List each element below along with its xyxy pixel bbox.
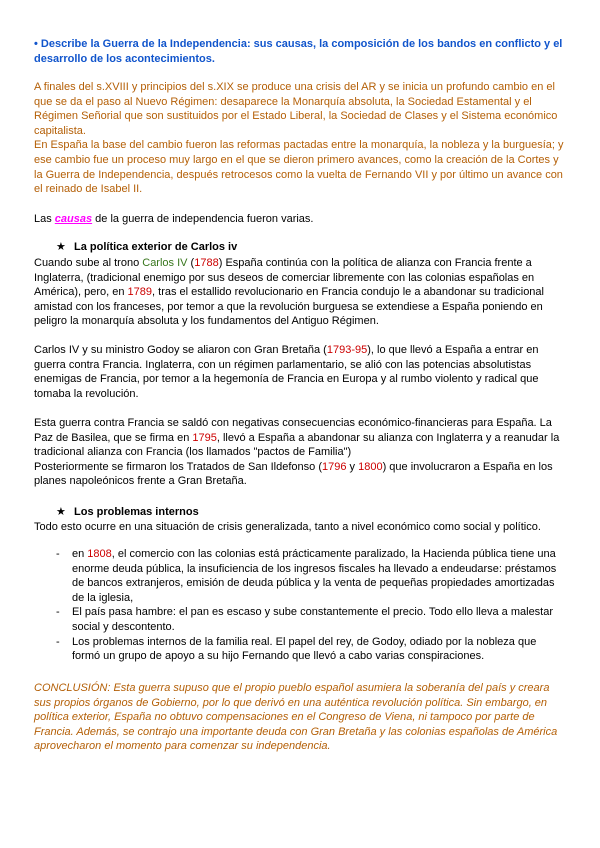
year: 1808: [87, 548, 112, 560]
text: El país pasa hambre: el pan es escaso y sube constantemente el precio. Todo ello lleva a malestar social y descontento.: [72, 606, 554, 633]
king-name: Carlos IV: [142, 257, 188, 269]
list-item: [56, 547, 566, 605]
text: ) España continúa con la política de alianza con Francia frente a Inglaterra, (tradicional enemigo por sus deseos de comerciar libremente con las colonias españolas en América), pero, en: [34, 257, 535, 299]
year: 1788: [194, 257, 219, 269]
section-title: Los problemas internos: [74, 506, 199, 518]
dash-bullet: -: [56, 635, 60, 648]
question-text: Describe la Guerra de la Independencia: sus causas, la composición de los bandos en conflicto y el desarrollo de los acontecimientos.: [34, 38, 563, 65]
text: Los problemas internos de la familia real. El papel del rey, de Godoy, odiado por la nobleza que formó un grupo de apoyo a su hijo Fernando que llevó a cabo varias conspiraciones.: [72, 635, 537, 663]
section-heading-internal-problems: [56, 505, 199, 520]
text: en: [72, 548, 88, 560]
text: , el comercio con las colonias está prácticamente paralizado, la Hacienda pública tiene una enorme deuda pública, la insuficiencia de los ingresos fiscales ha llevado a endeudarse: préstamos de bancos extranjeros, emisión de deuda pública y la venta de pequeñas propiedades amortizadas de la iglesia,: [72, 548, 557, 604]
year: 1800: [358, 460, 383, 473]
star-icon: ★: [56, 241, 66, 253]
text: (: [187, 257, 195, 269]
text: Esta guerra contra Francia se saldó con negativas consecuencias económico-financieras para España. La Paz de Basilea, que se firma en: [34, 417, 552, 444]
intro-section: [34, 80, 566, 197]
bullet: •: [34, 38, 38, 50]
problems-list: [56, 547, 566, 664]
paragraph-godoy-alliance: [34, 343, 566, 401]
section-heading-foreign-policy: [56, 240, 237, 255]
text: ), lo que llevó a España a entrar en guerra contra Francia. Inglaterra, con un régimen parlamentario, se alió con las potencias absolutistas enemigas de Francia, por temor a la hegemonía de Francia en Europa y al rumbo violento y radical que tomaba la revolución.: [34, 344, 539, 400]
causas-link[interactable]: causas: [54, 213, 93, 225]
year: 1795: [192, 431, 217, 444]
star-icon: ★: [56, 506, 66, 518]
paragraph-carlos-iv: [34, 256, 566, 329]
year: 1796: [321, 460, 347, 473]
intro-paragraph-2: En España la base del cambio fueron las reformas pactadas entre la monarquía, la nobleza y la burguesía; y ese cambio fue un proceso muy largo en el que se dieron primero avances, como la creación de la Cortes y la Guerra de Independencia, después retrocesos como la vuelta de Fernando VII y por último un avance con el reinado de Isabel II.: [34, 139, 564, 196]
conclusion-paragraph: CONCLUSIÓN: Esta guerra supuso que el propio pueblo español asumiera la soberanía del país y creara sus propios órganos de Gobierno, por lo que derivó en una auténtica revolución política. Sin embargo, en política exterior, España no obtuvo compensaciones en el Congreso de Viena, ni tampoco por parte de Francia. Además, se contrajo una importante deuda con Gran Bretaña y las colonias españolas de América aprovecharon el momento para comenzar su independencia.: [34, 682, 558, 753]
list-item: [56, 605, 566, 634]
year: 1789: [127, 286, 153, 299]
question-heading: [34, 37, 566, 67]
causes-line-after: de la guerra de independencia fueron varias.: [92, 213, 314, 225]
text: Cuando sube al trono: [34, 257, 143, 269]
text: , tras el estallido revolucionario en Francia condujo le a abandonar su tradicional amistad con los franceses, por temor a que la revolución burguesa se extendiese a España poniendo en peligro la monarquía absoluta y los fundamentos del Antiguo Régimen.: [34, 286, 544, 328]
causes-line-before: Las: [34, 213, 55, 225]
section-title: La política exterior de Carlos iv: [74, 241, 238, 253]
text: , llevó a España a abandonar su alianza con Inglaterra y a reanudar la tradicional alianza con Francia (los llamados "pactos de Familia"): [34, 431, 560, 459]
paragraph-war-consequences: [34, 416, 566, 489]
text: Posteriormente se firmaron los Tratados de San Ildefonso (: [34, 460, 322, 473]
text: Carlos IV y su ministro Godoy se aliaron con Gran Bretaña (: [34, 344, 327, 356]
intro-paragraph-1: A finales del s.XVIII y principios del s.XIX se produce una crisis del AR y se inicia un profundo cambio en el que se da el paso al Nuevo Régimen: desaparece la Monarquía absoluta, la Sociedad Estamental y el Régimen Señorial que son sustituidos por el Estado Liberal, la Sociedad de Clases y el Sistema económico capitalista.: [34, 81, 558, 137]
list-item: [56, 635, 566, 664]
text: ) que involucraron a España en los planes napoleónicos frente a Gran Bretaña.: [34, 460, 553, 488]
year-range: 1793-95: [326, 344, 368, 356]
dash-bullet: -: [56, 548, 60, 560]
text: y: [346, 460, 359, 473]
dash-bullet: -: [56, 606, 60, 619]
causes-line: [34, 212, 566, 227]
paragraph-crisis-intro: Todo esto ocurre en una situación de crisis generalizada, tanto a nivel económico como social y político.: [34, 521, 541, 533]
